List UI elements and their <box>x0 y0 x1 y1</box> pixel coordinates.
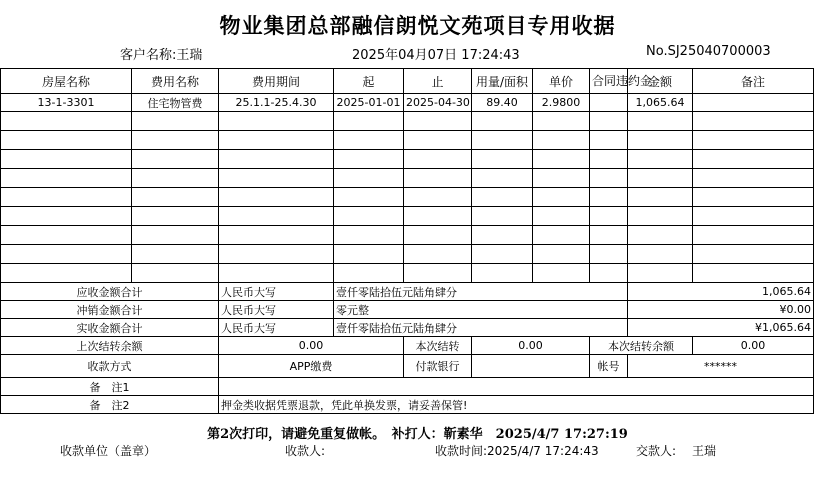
empty-cell <box>334 169 404 188</box>
total-offset-row <box>1 301 814 319</box>
empty-cell <box>472 131 533 150</box>
col-header: 金额 <box>628 69 693 94</box>
empty-cell <box>590 131 628 150</box>
total-receivable-row <box>1 283 814 301</box>
empty-cell <box>693 245 814 264</box>
empty-cell <box>590 245 628 264</box>
empty-cell <box>1 245 132 264</box>
col-header: 单价 <box>533 69 590 94</box>
total-receivable-amount: 1,065.64 <box>628 283 814 301</box>
total-offset-words: 零元整 <box>334 301 628 319</box>
empty-cell <box>628 169 693 188</box>
col-header: 合同违约金 <box>590 69 628 94</box>
empty-cell <box>334 207 404 226</box>
empty-row <box>1 264 814 283</box>
empty-cell <box>590 264 628 283</box>
this-transfer-value: 0.00 <box>472 337 590 355</box>
empty-cell <box>132 112 219 131</box>
col-header: 用量/面积 <box>472 69 533 94</box>
total-received-words: 壹仟零陆拾伍元陆角肆分 <box>334 319 628 337</box>
col-header: 起 <box>334 69 404 94</box>
empty-cell <box>1 188 132 207</box>
payment-bank-value <box>472 355 590 378</box>
empty-cell <box>219 245 334 264</box>
this-transfer-label: 本次结转 <box>404 337 472 355</box>
total-received-label: 实收金额合计 <box>1 319 219 337</box>
empty-cell <box>590 188 628 207</box>
empty-cell <box>533 150 590 169</box>
empty-cell <box>590 226 628 245</box>
empty-cell <box>334 226 404 245</box>
empty-cell <box>472 264 533 283</box>
empty-row <box>1 131 814 150</box>
empty-cell <box>404 264 472 283</box>
empty-cell <box>1 112 132 131</box>
account-label: 帐号 <box>590 355 628 378</box>
empty-row <box>1 150 814 169</box>
empty-cell <box>334 112 404 131</box>
empty-cell <box>1 169 132 188</box>
note2-value: 押金类收据凭票退款，凭此单换发票，请妥善保管! <box>219 396 814 414</box>
payment-method-label: 收款方式 <box>1 355 219 378</box>
footer-receiver: 收款人: <box>285 444 326 458</box>
empty-cell <box>533 226 590 245</box>
empty-cell <box>533 207 590 226</box>
customer-name: 客户名称:王瑞 <box>120 48 203 63</box>
empty-cell <box>1 131 132 150</box>
reprint-warning: 第2次打印，请避免重复做帐。 补打人：靳素华 2025/4/7 17:27:19 <box>207 427 628 442</box>
empty-cell <box>628 226 693 245</box>
empty-cell <box>132 264 219 283</box>
footer-unit: 收款单位（盖章） <box>60 444 157 458</box>
last-balance-value: 0.00 <box>219 337 404 355</box>
empty-cell <box>472 112 533 131</box>
empty-cell <box>219 150 334 169</box>
empty-cell <box>219 207 334 226</box>
empty-cell <box>590 150 628 169</box>
total-receivable-words: 壹仟零陆拾伍元陆角肆分 <box>334 283 628 301</box>
empty-cell <box>472 245 533 264</box>
empty-cell <box>533 112 590 131</box>
col-header: 费用期间 <box>219 69 334 94</box>
empty-cell <box>693 150 814 169</box>
empty-cell <box>404 207 472 226</box>
total-receivable-currency: 人民币大写 <box>219 283 334 301</box>
cell-end: 2025-04-30 <box>404 94 472 112</box>
note1-label: 备 注1 <box>1 378 219 396</box>
cell-fee-name: 住宅物管费 <box>132 94 219 112</box>
empty-row <box>1 226 814 245</box>
empty-cell <box>693 131 814 150</box>
total-offset-currency: 人民币大写 <box>219 301 334 319</box>
this-balance-label: 本次结转余额 <box>590 337 693 355</box>
cell-remark <box>693 94 814 112</box>
empty-cell <box>219 226 334 245</box>
balance-row <box>1 337 814 355</box>
footer-time: 收款时间:2025/4/7 17:24:43 <box>435 444 599 458</box>
empty-cell <box>590 169 628 188</box>
empty-cell <box>628 112 693 131</box>
empty-cell <box>693 188 814 207</box>
empty-cell <box>472 207 533 226</box>
note1-row <box>1 378 814 396</box>
empty-cell <box>219 169 334 188</box>
empty-cell <box>472 226 533 245</box>
empty-cell <box>1 207 132 226</box>
empty-cell <box>404 112 472 131</box>
empty-cell <box>334 150 404 169</box>
this-balance-value: 0.00 <box>693 337 814 355</box>
empty-cell <box>628 264 693 283</box>
payment-row <box>1 355 814 378</box>
empty-cell <box>590 112 628 131</box>
receipt-number: No.SJ25040700003 <box>646 44 771 59</box>
empty-cell <box>404 169 472 188</box>
empty-cell <box>404 188 472 207</box>
empty-cell <box>334 188 404 207</box>
footer-payer-name: 王瑞 <box>692 444 717 458</box>
total-receivable-label: 应收金额合计 <box>1 283 219 301</box>
total-offset-amount: ¥0.00 <box>628 301 814 319</box>
empty-cell <box>219 131 334 150</box>
empty-cell <box>693 169 814 188</box>
empty-cell <box>334 264 404 283</box>
table-header-row <box>1 69 814 94</box>
last-balance-label: 上次结转余额 <box>1 337 219 355</box>
payment-method-value: APP缴费 <box>219 355 404 378</box>
empty-cell <box>472 188 533 207</box>
empty-cell <box>219 264 334 283</box>
note1-value <box>219 378 814 396</box>
empty-cell <box>533 188 590 207</box>
empty-cell <box>693 226 814 245</box>
empty-cell <box>1 150 132 169</box>
empty-cell <box>132 245 219 264</box>
col-header: 费用名称 <box>132 69 219 94</box>
empty-cell <box>1 264 132 283</box>
cell-penalty <box>590 94 628 112</box>
empty-cell <box>132 169 219 188</box>
empty-cell <box>404 131 472 150</box>
col-header: 备注 <box>693 69 814 94</box>
empty-cell <box>219 188 334 207</box>
empty-cell <box>693 264 814 283</box>
empty-cell <box>628 245 693 264</box>
cell-usage: 89.40 <box>472 94 533 112</box>
col-header: 止 <box>404 69 472 94</box>
empty-cell <box>132 188 219 207</box>
receipt-datetime: 2025年04月07日 17:24:43 <box>352 48 520 63</box>
empty-row <box>1 112 814 131</box>
empty-cell <box>533 245 590 264</box>
empty-cell <box>219 112 334 131</box>
empty-cell <box>132 150 219 169</box>
empty-cell <box>472 169 533 188</box>
empty-cell <box>628 150 693 169</box>
note2-row <box>1 396 814 414</box>
footer-payer-label: 交款人: <box>636 444 677 458</box>
cell-period: 25.1.1-25.4.30 <box>219 94 334 112</box>
cell-house: 13-1-3301 <box>1 94 132 112</box>
empty-cell <box>132 207 219 226</box>
empty-cell <box>693 112 814 131</box>
empty-cell <box>404 150 472 169</box>
empty-row <box>1 207 814 226</box>
receipt-title: 物业集团总部融信朗悦文苑项目专用收据 <box>219 13 616 38</box>
empty-cell <box>404 245 472 264</box>
note2-label: 备 注2 <box>1 396 219 414</box>
empty-cell <box>132 131 219 150</box>
receipt-table <box>0 68 814 414</box>
empty-cell <box>404 226 472 245</box>
cell-amount: 1,065.64 <box>628 94 693 112</box>
total-received-row <box>1 319 814 337</box>
cell-unit-price: 2.9800 <box>533 94 590 112</box>
cell-start: 2025-01-01 <box>334 94 404 112</box>
empty-cell <box>472 150 533 169</box>
empty-cell <box>334 245 404 264</box>
empty-cell <box>1 226 132 245</box>
total-received-amount: ¥1,065.64 <box>628 319 814 337</box>
col-header: 房屋名称 <box>1 69 132 94</box>
empty-cell <box>132 226 219 245</box>
empty-cell <box>628 207 693 226</box>
empty-cell <box>628 131 693 150</box>
account-value: ****** <box>628 355 814 378</box>
empty-row <box>1 245 814 264</box>
empty-cell <box>628 188 693 207</box>
total-received-currency: 人民币大写 <box>219 319 334 337</box>
empty-cell <box>533 169 590 188</box>
empty-cell <box>693 207 814 226</box>
payment-bank-label: 付款银行 <box>404 355 472 378</box>
total-offset-label: 冲销金额合计 <box>1 301 219 319</box>
empty-cell <box>533 131 590 150</box>
empty-cell <box>334 131 404 150</box>
empty-cell <box>533 264 590 283</box>
empty-row <box>1 169 814 188</box>
empty-cell <box>590 207 628 226</box>
table-row <box>1 94 814 112</box>
empty-row <box>1 188 814 207</box>
